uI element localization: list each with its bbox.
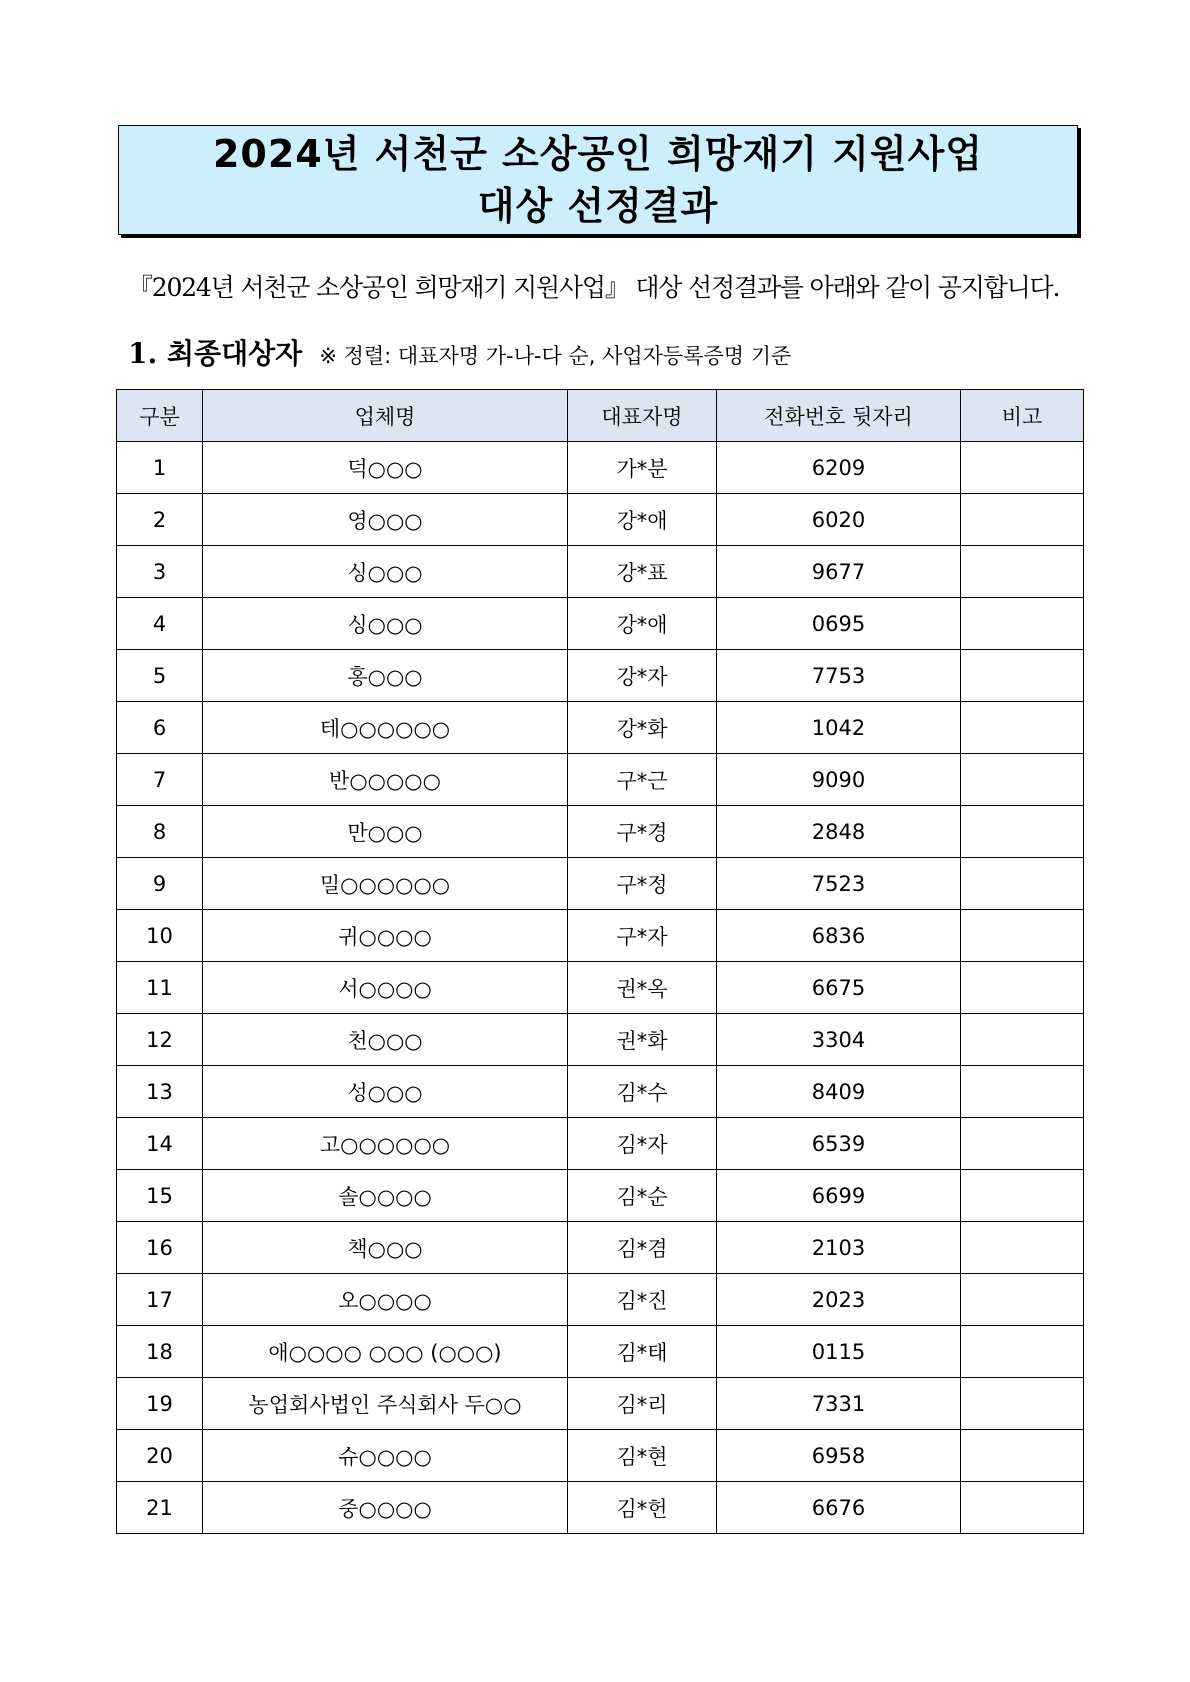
cell-number: 15: [117, 1170, 203, 1222]
header-phone-suffix: 전화번호 뒷자리: [717, 390, 961, 442]
table-row: [117, 650, 1084, 702]
section-heading: [128, 332, 791, 372]
table-row: [117, 442, 1084, 494]
cell-representative: 구*정: [568, 858, 717, 910]
cell-representative: 김*수: [568, 1066, 717, 1118]
table-row: [117, 1326, 1084, 1378]
cell-remarks: [961, 806, 1084, 858]
cell-representative: 김*순: [568, 1170, 717, 1222]
cell-remarks: [961, 1430, 1084, 1482]
page-title-line-1: 2024년 서천군 소상공인 희망재기 지원사업: [212, 132, 983, 176]
cell-remarks: [961, 1066, 1084, 1118]
table-row: [117, 754, 1084, 806]
cell-company: 영○○○: [203, 494, 568, 546]
table-row: [117, 702, 1084, 754]
cell-representative: 강*자: [568, 650, 717, 702]
cell-remarks: [961, 546, 1084, 598]
cell-company: 슈○○○○: [203, 1430, 568, 1482]
table-row: [117, 1222, 1084, 1274]
table-row: [117, 1170, 1084, 1222]
cell-phone-suffix: 8409: [717, 1066, 961, 1118]
cell-representative: 구*자: [568, 910, 717, 962]
cell-remarks: [961, 754, 1084, 806]
table-row: [117, 494, 1084, 546]
cell-number: 14: [117, 1118, 203, 1170]
cell-representative: 가*분: [568, 442, 717, 494]
cell-phone-suffix: 1042: [717, 702, 961, 754]
table-row: [117, 962, 1084, 1014]
cell-representative: 김*현: [568, 1430, 717, 1482]
cell-remarks: [961, 1482, 1084, 1534]
cell-number: 2: [117, 494, 203, 546]
cell-number: 16: [117, 1222, 203, 1274]
cell-number: 11: [117, 962, 203, 1014]
cell-remarks: [961, 1326, 1084, 1378]
cell-company: 농업회사법인 주식회사 두○○: [203, 1378, 568, 1430]
cell-remarks: [961, 598, 1084, 650]
cell-remarks: [961, 1170, 1084, 1222]
cell-phone-suffix: 7753: [717, 650, 961, 702]
cell-phone-suffix: 9677: [717, 546, 961, 598]
cell-representative: 구*경: [568, 806, 717, 858]
cell-number: 19: [117, 1378, 203, 1430]
cell-representative: 권*옥: [568, 962, 717, 1014]
cell-number: 3: [117, 546, 203, 598]
intro-text: 『2024년 서천군 소상공인 희망재기 지원사업』 대상 선정결과를 아래와 같이 공지합니다.: [128, 273, 1060, 302]
cell-remarks: [961, 910, 1084, 962]
cell-phone-suffix: 3304: [717, 1014, 961, 1066]
cell-company: 고○○○○○○: [203, 1118, 568, 1170]
table-row: [117, 910, 1084, 962]
cell-remarks: [961, 1118, 1084, 1170]
cell-number: 7: [117, 754, 203, 806]
table-row: [117, 1430, 1084, 1482]
cell-number: 9: [117, 858, 203, 910]
cell-number: 8: [117, 806, 203, 858]
cell-number: 21: [117, 1482, 203, 1534]
cell-company: 천○○○: [203, 1014, 568, 1066]
cell-representative: 구*근: [568, 754, 717, 806]
cell-representative: 권*화: [568, 1014, 717, 1066]
cell-company: 귀○○○○: [203, 910, 568, 962]
cell-phone-suffix: 6676: [717, 1482, 961, 1534]
cell-number: 5: [117, 650, 203, 702]
cell-phone-suffix: 2023: [717, 1274, 961, 1326]
recipients-table: [116, 389, 1084, 1534]
header-representative: 대표자명: [568, 390, 717, 442]
cell-remarks: [961, 650, 1084, 702]
cell-remarks: [961, 1222, 1084, 1274]
table-row: [117, 598, 1084, 650]
cell-company: 중○○○○: [203, 1482, 568, 1534]
cell-remarks: [961, 858, 1084, 910]
cell-company: 솔○○○○: [203, 1170, 568, 1222]
cell-phone-suffix: 2848: [717, 806, 961, 858]
cell-company: 싱○○○: [203, 598, 568, 650]
cell-number: 12: [117, 1014, 203, 1066]
cell-representative: 강*화: [568, 702, 717, 754]
cell-number: 17: [117, 1274, 203, 1326]
cell-phone-suffix: 6699: [717, 1170, 961, 1222]
cell-phone-suffix: 7523: [717, 858, 961, 910]
cell-phone-suffix: 6836: [717, 910, 961, 962]
cell-company: 덕○○○: [203, 442, 568, 494]
cell-company: 성○○○: [203, 1066, 568, 1118]
cell-remarks: [961, 442, 1084, 494]
cell-representative: 김*자: [568, 1118, 717, 1170]
cell-representative: 강*표: [568, 546, 717, 598]
cell-company: 애○○○○ ○○○ (○○○): [203, 1326, 568, 1378]
cell-representative: 김*리: [568, 1378, 717, 1430]
cell-number: 18: [117, 1326, 203, 1378]
cell-remarks: [961, 494, 1084, 546]
cell-company: 반○○○○○: [203, 754, 568, 806]
table-row: [117, 1066, 1084, 1118]
cell-company: 오○○○○: [203, 1274, 568, 1326]
cell-company: 책○○○: [203, 1222, 568, 1274]
page-title-line-2: 대상 선정결과: [477, 184, 719, 228]
table-row: [117, 1118, 1084, 1170]
table-row: [117, 1482, 1084, 1534]
cell-number: 4: [117, 598, 203, 650]
cell-representative: 김*헌: [568, 1482, 717, 1534]
cell-phone-suffix: 9090: [717, 754, 961, 806]
table-row: [117, 546, 1084, 598]
table-header-row: [117, 390, 1084, 442]
cell-number: 10: [117, 910, 203, 962]
cell-remarks: [961, 1014, 1084, 1066]
title-box: [118, 125, 1078, 235]
header-remarks: 비고: [961, 390, 1084, 442]
cell-company: 싱○○○: [203, 546, 568, 598]
cell-phone-suffix: 0115: [717, 1326, 961, 1378]
cell-number: 6: [117, 702, 203, 754]
cell-remarks: [961, 702, 1084, 754]
cell-representative: 김*태: [568, 1326, 717, 1378]
cell-number: 1: [117, 442, 203, 494]
cell-company: 서○○○○: [203, 962, 568, 1014]
cell-phone-suffix: 6958: [717, 1430, 961, 1482]
cell-phone-suffix: 6539: [717, 1118, 961, 1170]
cell-remarks: [961, 962, 1084, 1014]
section-sort-note: ※ 정렬: 대표자명 가-나-다 순, 사업자등록증명 기준: [319, 344, 792, 368]
cell-phone-suffix: 6675: [717, 962, 961, 1014]
section-title: 1. 최종대상자: [128, 337, 303, 370]
cell-company: 홍○○○: [203, 650, 568, 702]
cell-company: 테○○○○○○: [203, 702, 568, 754]
cell-number: 13: [117, 1066, 203, 1118]
cell-representative: 김*겸: [568, 1222, 717, 1274]
cell-phone-suffix: 7331: [717, 1378, 961, 1430]
cell-company: 밀○○○○○○: [203, 858, 568, 910]
header-company: 업체명: [203, 390, 568, 442]
table-row: [117, 1274, 1084, 1326]
cell-phone-suffix: 6020: [717, 494, 961, 546]
header-number: 구분: [117, 390, 203, 442]
cell-remarks: [961, 1274, 1084, 1326]
cell-remarks: [961, 1378, 1084, 1430]
cell-representative: 김*진: [568, 1274, 717, 1326]
cell-phone-suffix: 2103: [717, 1222, 961, 1274]
cell-phone-suffix: 6209: [717, 442, 961, 494]
cell-representative: 강*애: [568, 494, 717, 546]
cell-representative: 강*애: [568, 598, 717, 650]
cell-number: 20: [117, 1430, 203, 1482]
cell-company: 만○○○: [203, 806, 568, 858]
table-row: [117, 1378, 1084, 1430]
table-row: [117, 806, 1084, 858]
table-row: [117, 858, 1084, 910]
table-row: [117, 1014, 1084, 1066]
cell-phone-suffix: 0695: [717, 598, 961, 650]
